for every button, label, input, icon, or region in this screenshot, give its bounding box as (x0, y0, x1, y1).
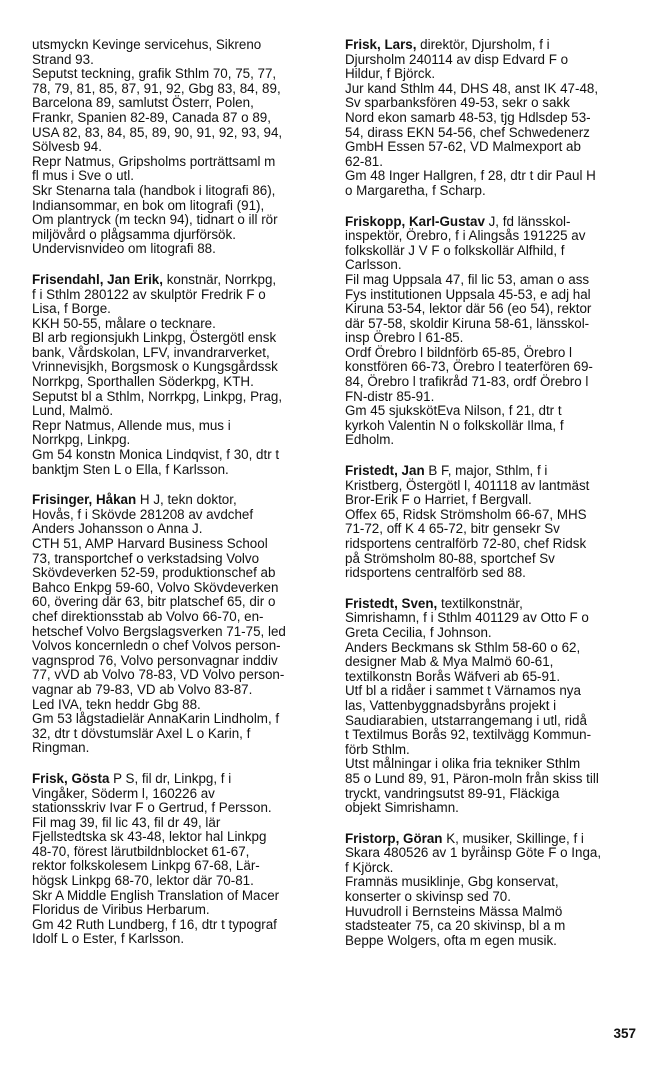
entry-line (32, 859, 334, 874)
entry-line (345, 508, 645, 523)
entry-text: banktjm Sten L o Ella, f Karlsson. (32, 461, 229, 477)
entry-name: Frisk, Lars, (345, 37, 417, 52)
entry-text: Greta Cecilia, f Johnson. (345, 624, 492, 640)
entry-text: Hovås, f i Skövde 281208 av avdchef (32, 506, 254, 522)
left-column (32, 38, 334, 963)
entry-line (345, 433, 645, 448)
entry-text: Volvos koncernledn o chef Volvos person- (32, 638, 281, 654)
entry-line (345, 493, 645, 508)
entry-line (345, 126, 645, 141)
entry-text: Vingåker, Söderm l, 160226 av (32, 785, 215, 801)
entry-line (345, 934, 645, 949)
entry-text: Gm 45 sjukskötEva Nilson, f 21, dtr t (345, 403, 562, 419)
entry-text: KKH 50-55, målare o tecknare. (32, 315, 216, 331)
entry-line (32, 932, 334, 947)
entry-line (345, 258, 645, 273)
entry-line (32, 390, 334, 405)
entry-line (32, 801, 334, 816)
entry-line (32, 331, 334, 346)
entry-line (32, 96, 334, 111)
entry-text: utsmyckn Kevinge servicehus, Sikreno (32, 37, 262, 52)
biography-entry (345, 38, 645, 199)
entry-line (345, 772, 645, 787)
entry-line (345, 714, 645, 729)
entry-line (345, 140, 645, 155)
entry-text: förb Sthlm. (345, 741, 410, 757)
entry-text: USA 82, 83, 84, 85, 89, 90, 91, 92, 93, 94, (32, 124, 283, 140)
entry-line (345, 743, 645, 758)
entry-line (345, 302, 645, 317)
entry-text: på Strömsholm 80-88, sportchef Sv (345, 550, 555, 566)
entry-line (345, 215, 645, 230)
entry-line (32, 273, 334, 288)
entry-line (345, 317, 645, 332)
entry-line (345, 552, 645, 567)
entry-text: Fil mag Uppsala 47, fil lic 53, aman o ass (345, 271, 590, 287)
entry-text: Bror-Erik F o Harriet, f Bergvall. (345, 492, 532, 508)
entry-text: tryckt, vandringsutst 89-91, Fläckiga (345, 785, 560, 801)
biography-entry (32, 772, 334, 947)
entry-text: Norrkpg, Linkpg. (32, 432, 131, 448)
entry-line (32, 448, 334, 463)
entry-text: där 57-58, skoldir Kiruna 58-61, länsskol- (345, 315, 590, 331)
entry-name: Frisinger, Håkan (32, 492, 137, 508)
entry-text: Nord ekon samarb 48-53, tjg Hdlsdep 53- (345, 109, 591, 125)
entry-text: H J, tekn doktor, (136, 492, 237, 508)
entry-text: Carlsson. (345, 257, 402, 273)
entry-text: P S, fil dr, Linkpg, f i (109, 770, 232, 786)
entry-line (345, 53, 645, 68)
entry-text: Undervisnvideo om litografi 88. (32, 241, 216, 257)
entry-line (345, 626, 645, 641)
entry-line (345, 404, 645, 419)
entry-line (345, 419, 645, 434)
entry-text: Vrinnevisjkh, Borgsmosk o Kungsgårdssk (32, 359, 278, 375)
biography-entry (32, 493, 334, 756)
biography-entry (32, 38, 334, 257)
entry-line (32, 639, 334, 654)
entry-line (32, 419, 334, 434)
entry-text: 32, dtr t dövstumslär Axel L o Karin, f (32, 725, 251, 741)
entry-line (345, 597, 645, 612)
entry-text: B F, major, Sthlm, f i (424, 463, 548, 479)
entry-line (345, 331, 645, 346)
entry-text: Fys institutionen Uppsala 45-53, e adj hal (345, 286, 591, 302)
entry-line (32, 508, 334, 523)
entry-line (345, 611, 645, 626)
entry-line (32, 698, 334, 713)
entry-text: Skr Stenarna tala (handbok i litografi 86), (32, 182, 276, 198)
entry-text: Idolf L o Ester, f Karlsson. (32, 931, 185, 947)
entry-text: Bahco Enkpg 59-60, Volvo Skövdeverken (32, 579, 279, 595)
entry-text: 85 o Lund 89, 91, Päron-moln från skiss till (345, 770, 599, 786)
entry-text: Anders Johansson o Anna J. (32, 521, 203, 537)
entry-line (32, 288, 334, 303)
biography-entry (345, 464, 645, 581)
entry-text: Offex 65, Ridsk Strömsholm 66-67, MHS (345, 506, 587, 522)
entry-text: Kiruna 53-54, lektor där 56 (eo 54), rektor (345, 301, 592, 317)
entry-line (32, 375, 334, 390)
entry-text: Frankr, Spanien 82-89, Canada 87 o 89, (32, 109, 271, 125)
entry-text: vagnsprod 76, Volvo personvagnar inddiv (32, 652, 278, 668)
entry-text: CTH 51, AMP Harvard Business School (32, 536, 268, 551)
entry-text: stationsskriv Ivar F o Gertrud, f Persson. (32, 800, 272, 816)
entry-line (32, 668, 334, 683)
entry-line (345, 375, 645, 390)
entry-name: Friskopp, Karl-Gustav (345, 213, 485, 229)
entry-text: Indiansommar, en bok om litografi (91), (32, 197, 265, 213)
entry-text: konserter o skivinsp sed 70. (345, 889, 511, 905)
biography-entry (32, 273, 334, 477)
entry-text: Skövdeverken 52-59, produktionschef ab (32, 565, 276, 581)
entry-line (345, 787, 645, 802)
entry-text: Barcelona 89, samlutst Österr, Polen, (32, 95, 254, 111)
entry-line (345, 670, 645, 685)
entry-line (32, 155, 334, 170)
entry-line (345, 229, 645, 244)
entry-text: kyrkoh Valentin N o folkskollär Ilma, f (345, 417, 564, 433)
entry-text: rektor folkskolesem Linkpg 67-68, Lär- (32, 858, 260, 874)
entry-text: Utst målningar i olika fria tekniker Sthlm (345, 756, 581, 772)
entry-text: f Kjörck. (345, 859, 394, 875)
entry-line (32, 111, 334, 126)
entry-line (32, 741, 334, 756)
entry-line (345, 346, 645, 361)
entry-text: konstnär, Norrkpg, (162, 271, 277, 287)
entry-line (32, 184, 334, 199)
entry-line (32, 67, 334, 82)
entry-text: FN-distr 85-91. (345, 388, 435, 404)
entry-text: textilkonstn Borås Wäfveri ab 65-91. (345, 668, 561, 684)
entry-text: Simrishamn, f i Sthlm 401129 av Otto F o (345, 610, 589, 626)
entry-text: Norrkpg, Sporthallen Söderkpg, KTH. (32, 374, 254, 390)
entry-line (345, 38, 645, 53)
entry-name: Fristedt, Jan (345, 463, 425, 479)
entry-line (32, 302, 334, 317)
entry-line (345, 169, 645, 184)
entry-name: Frisk, Gösta (32, 770, 110, 786)
entry-text: textilkonstnär, (437, 595, 523, 611)
entry-text: 73, transportchef o verkstadsing Volvo (32, 550, 260, 566)
entry-text: Fil mag 39, fil lic 43, fil dr 49, lär (32, 814, 221, 830)
entry-line (32, 433, 334, 448)
entry-line (32, 140, 334, 155)
entry-text: stadsteater 75, ca 20 skivinsp, bl a m (345, 918, 566, 934)
entry-line (32, 712, 334, 727)
entry-line (345, 82, 645, 97)
entry-text: Lisa, f Borge. (32, 301, 111, 317)
entry-line (32, 727, 334, 742)
entry-text: folkskollär J V F o folkskollär Alfhild, f (345, 242, 565, 258)
entry-line (345, 832, 645, 847)
entry-text: o Margaretha, f Scharp. (345, 182, 486, 198)
entry-text: 54, dirass EKN 54-56, chef Schwedenerz (345, 124, 590, 140)
entry-text: Edholm. (345, 432, 395, 448)
entry-text: Sölvesb 94. (32, 139, 102, 155)
entry-line (32, 228, 334, 243)
entry-text: GmbH Essen 57-62, VD Malmexport ab (345, 139, 581, 155)
entry-line (345, 875, 645, 890)
entry-line (345, 757, 645, 772)
entry-line (32, 404, 334, 419)
entry-text: 84, Örebro l trafikråd 71-83, ordf Örebro l (345, 374, 589, 390)
entry-name: Frisendahl, Jan Erik, (32, 271, 163, 287)
entry-line (32, 610, 334, 625)
entry-text: Skara 480526 av 1 byråinsp Göte F o Inga, (345, 845, 602, 861)
entry-text: hetschef Volvo Bergslagsverken 71-75, led (32, 623, 286, 639)
entry-line (345, 244, 645, 259)
entry-text: Kristberg, Östergötl l, 401118 av lantmäst (345, 477, 590, 493)
entry-line (345, 641, 645, 656)
entry-line (345, 273, 645, 288)
biography-entry (345, 597, 645, 816)
entry-text: Huvudroll i Bernsteins Mässa Malmö (345, 903, 563, 919)
entry-text: K, musiker, Skillinge, f i (442, 830, 584, 846)
entry-text: Lund, Malmö. (32, 403, 114, 419)
biography-entry (345, 832, 645, 949)
entry-line (345, 522, 645, 537)
entry-line (345, 919, 645, 934)
entry-line (32, 552, 334, 567)
entry-text: Led IVA, tekn heddr Gbg 88. (32, 696, 201, 712)
entry-text: Skr A Middle English Translation of Macer (32, 887, 280, 903)
entry-line (32, 199, 334, 214)
entry-text: Saudiarabien, utstarrangemang i utl, ridå (345, 712, 587, 728)
entry-line (32, 126, 334, 141)
entry-line (32, 242, 334, 257)
entry-text: 60, övering där 63, bitr platschef 65, dir o (32, 594, 276, 610)
right-column (345, 38, 645, 964)
entry-line (32, 169, 334, 184)
entry-text: Strand 93. (32, 51, 94, 67)
entry-line (345, 699, 645, 714)
entry-text: Anders Beckmans sk Sthlm 58-60 o 62, (345, 639, 581, 655)
entry-line (32, 360, 334, 375)
entry-line (32, 566, 334, 581)
entry-text: f i Sthlm 280122 av skulptör Fredrik F o (32, 286, 266, 302)
entry-line (32, 787, 334, 802)
entry-text: insp Örebro l 61-85. (345, 330, 464, 346)
entry-line (32, 625, 334, 640)
entry-line (32, 874, 334, 889)
entry-text: Gm 48 Inger Hallgren, f 28, dtr t dir Paul H (345, 168, 596, 184)
entry-line (32, 654, 334, 669)
entry-line (345, 111, 645, 126)
entry-text: t Textilmus Borås 92, textilvägg Kommun- (345, 727, 592, 743)
entry-line (32, 595, 334, 610)
entry-text: chef direktionsstab ab Volvo 66-70, en- (32, 608, 264, 624)
entry-text: högsk Linkpg 68-70, lektor där 70-81. (32, 873, 254, 889)
entry-text: Jur kand Sthlm 44, DHS 48, anst IK 47-48, (345, 80, 599, 96)
entry-text: fl mus i Sve o utl. (32, 168, 134, 184)
entry-text: Djursholm 240114 av disp Edvard F o (345, 51, 569, 67)
entry-text: Seputst bl a Sthlm, Norrkpg, Linkpg, Prag, (32, 388, 283, 404)
entry-text: 48-70, förest lärutbildnblocket 61-67, (32, 843, 250, 859)
entry-line (32, 213, 334, 228)
entry-line (32, 463, 334, 478)
entry-text: Utf bl a ridåer i sammet t Värnamos nya (345, 683, 581, 699)
biography-entry (345, 215, 645, 449)
entry-text: las, Vattenbyggnadsbyråns projekt i (345, 697, 557, 713)
entry-text: Framnäs musiklinje, Gbg konservat, (345, 874, 559, 890)
entry-line (32, 816, 334, 831)
entry-text: Om plantryck (m teckn 94), tidnart o ill rör (32, 212, 278, 228)
entry-text: Beppe Wolgers, ofta m egen musik. (345, 932, 557, 948)
entry-text: Gm 53 lågstadielär AnnaKarin Lindholm, f (32, 711, 280, 727)
entry-line (345, 96, 645, 111)
entry-text: Ringman. (32, 740, 90, 756)
entry-line (32, 537, 334, 552)
entry-line (32, 82, 334, 97)
entry-line (345, 728, 645, 743)
entry-text: direktör, Djursholm, f i (416, 37, 550, 52)
entry-text: designer Mab & Mya Malmö 60-61, (345, 654, 554, 670)
entry-line (345, 390, 645, 405)
entry-text: Hildur, f Björck. (345, 66, 436, 82)
entry-text: Repr Natmus, Allende mus, mus i (32, 417, 231, 433)
entry-text: Ordf Örebro l bildnförb 65-85, Örebro l (345, 344, 573, 360)
entry-line (32, 346, 334, 361)
entry-line (32, 889, 334, 904)
entry-line (345, 537, 645, 552)
entry-name: Fristorp, Göran (345, 830, 443, 846)
entry-text: Seputst teckning, grafik Sthlm 70, 75, 77, (32, 66, 277, 82)
entry-text: 78, 79, 81, 85, 87, 91, 92, Gbg 83, 84, 89, (32, 80, 281, 96)
entry-line (32, 53, 334, 68)
entry-line (345, 360, 645, 375)
entry-name: Fristedt, Sven, (345, 595, 438, 611)
entry-line (32, 918, 334, 933)
entry-line (345, 801, 645, 816)
entry-line (345, 464, 645, 479)
entry-text: Fjellstedtska sk 43-48, lektor hal Linkpg (32, 829, 267, 845)
entry-text: inspektör, Örebro, f i Alingsås 191225 av (345, 228, 586, 244)
entry-text: 77, vVD ab Volvo 78-83, VD Volvo person- (32, 667, 285, 683)
entry-line (32, 683, 334, 698)
entry-text: vagnar ab 79-83, VD ab Volvo 83-87. (32, 681, 253, 697)
entry-line (32, 903, 334, 918)
entry-text: Floridus de Viribus Herbarum. (32, 902, 210, 918)
entry-text: Gm 42 Ruth Lundberg, f 16, dtr t typograf (32, 916, 277, 932)
entry-line (32, 772, 334, 787)
entry-line (345, 566, 645, 581)
entry-line (345, 288, 645, 303)
entry-text: J, fd länsskol- (484, 213, 571, 229)
entry-line (345, 155, 645, 170)
entry-line (345, 861, 645, 876)
page-number: 357 (613, 1026, 636, 1041)
entry-line (32, 317, 334, 332)
entry-text: Repr Natmus, Gripsholms porträttsaml m (32, 153, 276, 169)
entry-text: 71-72, off K 4 65-72, bitr gensekr Sv (345, 521, 560, 537)
entry-line (345, 655, 645, 670)
entry-text: ridsportens centralförb 72-80, chef Ridsk (345, 536, 587, 551)
entry-line (345, 890, 645, 905)
entry-text: Sv sparbanksfören 49-53, sekr o sakk (345, 95, 570, 111)
entry-line (345, 67, 645, 82)
entry-line (32, 522, 334, 537)
entry-line (32, 493, 334, 508)
entry-text: ridsportens centralförb sed 88. (345, 565, 526, 581)
entry-line (345, 479, 645, 494)
entry-text: Gm 54 konstn Monica Lindqvist, f 30, dtr t (32, 447, 280, 463)
entry-line (32, 38, 334, 53)
entry-line (32, 845, 334, 860)
entry-line (345, 184, 645, 199)
entry-line (32, 830, 334, 845)
entry-text: konstfören 66-73, Örebro l teaterfören 69- (345, 359, 593, 375)
entry-line (345, 905, 645, 920)
entry-text: 62-81. (345, 153, 383, 169)
entry-line (32, 581, 334, 596)
entry-text: Bl arb regionsjukh Linkpg, Östergötl ensk (32, 330, 277, 346)
entry-text: objekt Simrishamn. (345, 800, 459, 816)
entry-text: miljövård o plågsamma djurförsök. (32, 226, 236, 242)
entry-text: bank, Vårdskolan, LFV, invandrarverket, (32, 344, 270, 360)
entry-line (345, 846, 645, 861)
entry-line (345, 684, 645, 699)
